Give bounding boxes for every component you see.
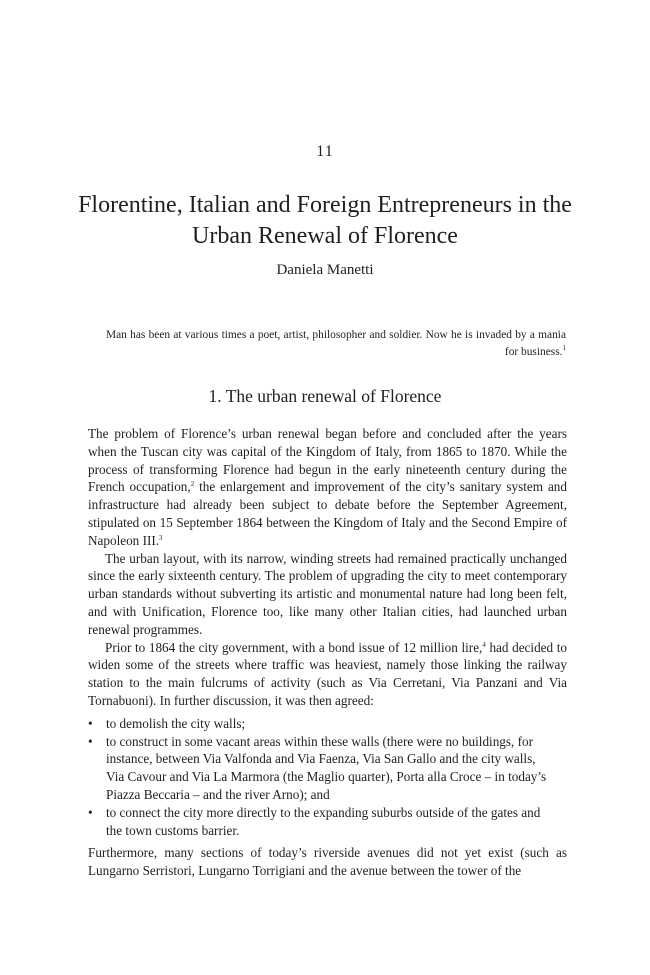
paragraph-3-text-a: Prior to 1864 the city government, with a bond issue of 12 million lire, [105,639,483,655]
paragraph-1 [88,425,567,550]
paragraph-2: The urban layout, with its narrow, winding streets had remained practically unchanged since the early sixteenth century. The problem of upgrading the city to meet contemporary urban standards without subverting its artistic and monumental nature had long been felt, and with Unification, Florence too, like many other Italian cities, had launched urban renewal programmes. [88,550,567,637]
bullet-icon: • [88,804,93,820]
footnote-marker-3[interactable]: 3 [159,533,163,542]
list-item-text: to connect the city more directly to the expanding suburbs outside of the gates and the town customs barrier. [106,804,541,838]
paragraph-4: Furthermore, many sections of today’s riverside avenues did not yet exist (such as Lungarno Serristori, Lungarno Torrigiani and the avenue between the tower of the [88,845,567,879]
bullet-list [88,715,567,840]
epigraph-text: Man has been at various times a poet, artist, philosopher and soldier. Now he is invaded by a mania for business. [106,329,566,358]
bullet-icon: • [88,715,93,731]
footnote-marker-1[interactable]: 1 [562,344,566,352]
list-item [88,804,567,840]
list-item [88,733,567,804]
paragraph-3 [88,639,567,710]
list-item [88,715,567,733]
paragraph-3-text-b: had decided to widen some of the streets where traffic was heaviest, namely those linking the railway station to the main fulcrums of activity (such as Via Cerretani, Via Panzani and Via Tornabuoni). In further discussion, it was then agreed: [88,639,567,708]
footnote-marker-4[interactable]: 4 [482,640,486,649]
list-item-text: to construct in some vacant areas within these walls (there were no buildings, for instance, between Via Valfonda and Via Faenza, Via San Gallo and the city walls, Via Cavour and Via La Marmora (the Maglio quarter), Porta alla Croce – in today’s Piazza Beccaria – and the river Arno); and [106,733,547,802]
footnote-marker-2[interactable]: 2 [190,480,195,489]
paragraph-1-text-a: The problem of Florence’s urban renewal began before and concluded after the years when the Tuscan city was capital of the Kingdom of Italy, from 1865 to 1870. While the process of transforming Florence had begun in the early nineteenth century during the French occupation, [88,426,567,495]
section-heading: 1. The urban renewal of Florence [208,386,442,406]
paragraph-1-text-b: the enlargement and improvement of the city’s sanitary system and infrastructure had already been subject to debate before the September Agreement, stipulated on 15 September 1864 between the Kingdom of Italy and the Second Empire of Napoleon III. [88,479,567,548]
list-item-text: to demolish the city walls; [106,715,246,731]
epigraph [106,327,566,361]
bullet-icon: • [88,733,93,749]
chapter-number: 11 [316,143,334,160]
body-text [88,425,567,880]
author-name: Daniela Manetti [276,262,374,278]
chapter-title: Florentine, Italian and Foreign Entrepreneurs in the Urban Renewal of Florence [78,192,572,249]
